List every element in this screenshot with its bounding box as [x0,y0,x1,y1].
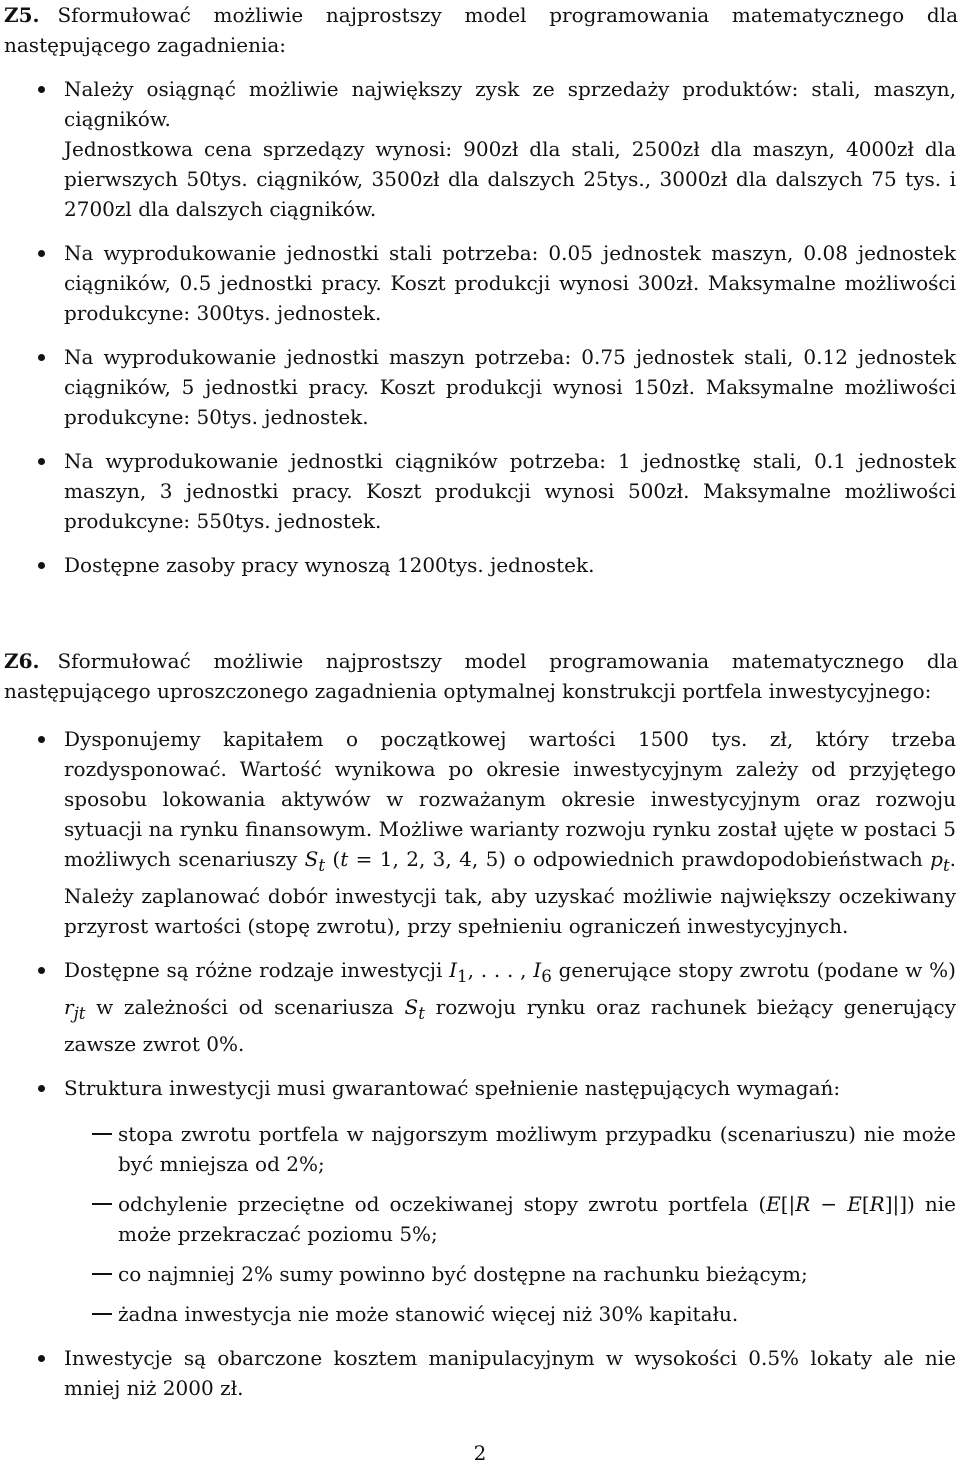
dash-icon [92,1203,112,1205]
math-subscript: jt [73,1004,86,1023]
task-z6-intro [4,646,958,706]
math-subscript: t [418,1004,425,1023]
list-item [0,342,960,432]
math-symbol: S [304,847,319,871]
list-item-text: Na wyprodukowanie jednostki stali potrzeba: 0.05 jednostek maszyn, 0.08 jednostek ciągników, 0.5 jednostki pracy. Koszt produkcji wynosi 300zł. Maksymalne możliwości produkcyne: 300tys. jednostek. [64,241,956,325]
task-z5-intro [4,0,958,60]
math-symbol: I [449,958,458,982]
text: Dostępne są różne rodzaje inwestycji [64,958,450,982]
list-item [0,238,960,328]
bullet-icon [38,967,45,974]
sublist-item [64,1189,956,1249]
text: rozwoju rynku oraz rachunek bieżący generujący zawsze zwrot 0%. [64,995,957,1056]
bullet-icon [38,736,45,743]
task-z6-list [0,724,960,1417]
bullet-icon [38,250,45,257]
text: [ [861,1192,870,1216]
list-item-text: Jednostkowa cena sprzedązy wynosi: 900zł dla stali, 2500zł dla maszyn, 4000zł dla pierwszych 50tys. ciągników, 3500zł dla dalszych 25tys., 3000zł dla dalszych 75 tys. i 2700zl dla dalszych ciągników. [64,137,956,221]
task-z5-intro-text: Sformułować możliwie najprostszy model programowania matematycznego dla następującego zagadnienia: [4,3,958,57]
math-symbol: R [869,1192,885,1216]
task-z6-label: Z6. [4,649,40,673]
list-item-text: Struktura inwestycji musi gwarantować spełnienie następujących wymagań: [64,1076,841,1100]
math-symbol: R [795,1192,811,1216]
dash-icon [92,1133,112,1135]
text: = 1, 2, 3, 4, 5) o odpowiednich prawdopodobieństwach [348,847,931,871]
list-item [0,74,960,134]
math-symbol: p [930,847,943,871]
bullet-icon [38,86,45,93]
sublist-item [64,1119,956,1179]
dash-icon [92,1313,112,1315]
list-item [0,724,960,941]
math-symbol: r [64,995,74,1019]
text: ( [325,847,341,871]
sublist-item [64,1259,956,1289]
sublist [64,1119,956,1329]
sublist-item-text: co najmniej 2% sumy powinno być dostępne na rachunku bieżącym; [118,1262,808,1286]
math-symbol: I [533,958,542,982]
sublist-item [64,1299,956,1329]
page-number: 2 [473,1441,487,1465]
list-item-text: Inwestycje są obarczone kosztem manipulacyjnym w wysokości 0.5% lokaty ale nie mniej niż 2000 zł. [64,1346,956,1400]
task-z5-label: Z5. [4,3,40,27]
math-symbol: E [766,1192,781,1216]
task-z5-list [0,74,960,594]
dash-icon [92,1273,112,1275]
list-item-text: Należy osiągnąć możliwie największy zysk ze sprzedaży produktów: stali, maszyn, ciągników. [64,77,956,131]
text: generujące stopy zwrotu (podane w %) [551,958,956,982]
math-subscript: 1 [457,967,468,986]
bullet-icon [38,1085,45,1092]
text: − [810,1192,848,1216]
math-subscript: t [942,856,950,875]
list-item [0,446,960,536]
bullet-icon [38,562,45,569]
sublist-item-text: stopa zwrotu portfela w najgorszym możliwym przypadku (scenariuszu) nie może być mniejsza od 2%; [118,1122,956,1176]
text: . Należy zaplanować dobór inwestycji tak, aby uzyskać możliwie największy oczekiwany przyrost wartości (stopę zwrotu), przy spełnieniu ograniczeń inwestycyjnych. [64,847,956,938]
text: ]|]) nie może przekraczać poziomu 5%; [118,1192,956,1246]
bullet-icon [38,354,45,361]
list-item-text: Na wyprodukowanie jednostki ciągników potrzeba: 1 jednostkę stali, 0.1 jednostek maszyn, 3 jednostki pracy. Koszt produkcji wynosi 500zł. Maksymalne możliwości produkcyne: 550tys. jednostek. [64,449,956,533]
text: odchylenie przeciętne od oczekiwanej stopy zwrotu portfela ( [118,1192,767,1216]
text: w zależności od scenariusza [85,995,405,1019]
list-item [0,955,960,1059]
list-item [0,134,960,224]
text: , . . . , [467,958,534,982]
task-z6-intro-text: Sformułować możliwie najprostszy model programowania matematycznego dla następującego uproszczonego zagadnienia optymalnej konstrukcji portfela inwestycyjnego: [4,649,958,703]
bullet-icon [38,458,45,465]
list-item [0,550,960,580]
math-subscript: t [318,856,326,875]
math-symbol: E [847,1192,862,1216]
list-item [0,1343,960,1403]
math-symbol: t [340,847,349,871]
text: Dysponujemy kapitałem o początkowej wartości 1500 tys. zł, który trzeba rozdysponować. Wartość wynikowa po okresie inwestycyjnym zależy od przyjętego sposobu lokowania aktywów w rozważanym okresie inwestycyjnym oraz rozwoju sytuacji na rynku finansowym. Możliwe warianty rozwoju rynku został ujęte w postaci 5 możliwych scenariuszy [64,727,956,871]
bullet-icon [38,1355,45,1362]
math-symbol: S [404,995,419,1019]
list-item-text: Na wyprodukowanie jednostki maszyn potrzeba: 0.75 jednostek stali, 0.12 jednostek ciągników, 5 jednostki pracy. Koszt produkcji wynosi 150zł. Maksymalne możliwości produkcyne: 50tys. jednostek. [64,345,956,429]
list-item [0,1073,960,1329]
text: [| [780,1192,796,1216]
list-item-text: Dostępne zasoby pracy wynoszą 1200tys. jednostek. [64,553,595,577]
math-subscript: 6 [541,967,552,986]
sublist-item-text: żadna inwestycja nie może stanowić więcej niż 30% kapitału. [118,1302,739,1326]
